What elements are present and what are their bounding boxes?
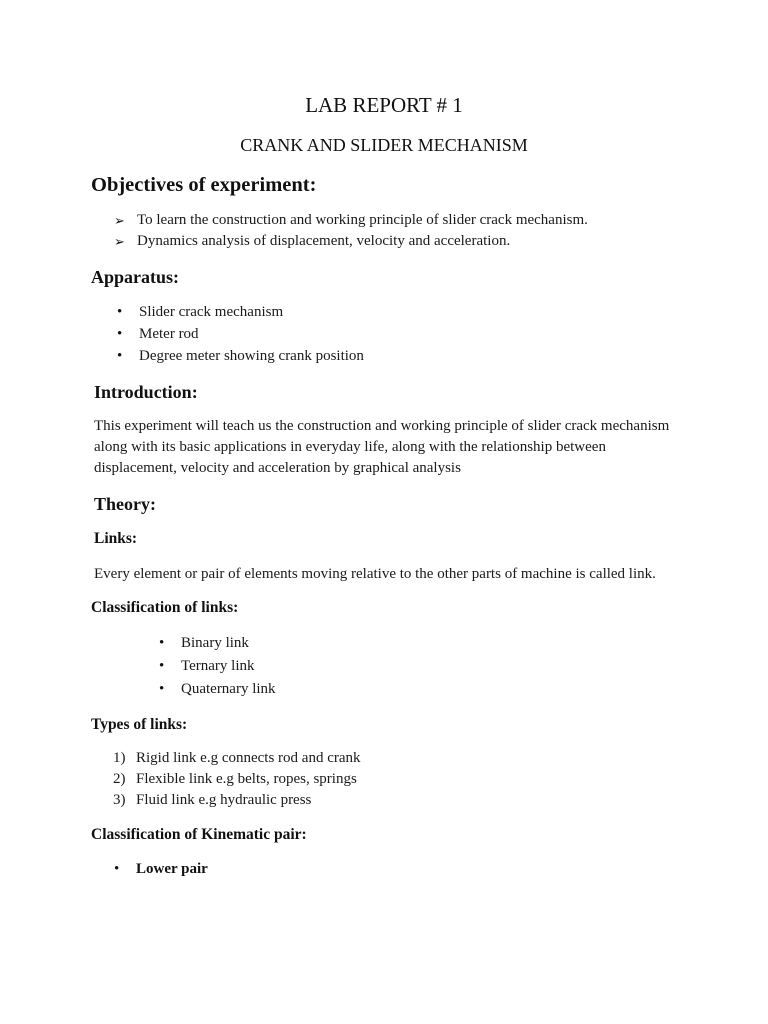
bullet-icon: • [117, 304, 123, 320]
objective-item: To learn the construction and working principle of slider crack mechanism. [137, 212, 588, 228]
page-subtitle: CRANK AND SLIDER MECHANISM [240, 135, 528, 155]
bullet-icon: • [159, 681, 165, 697]
kinematic-heading: Classification of Kinematic pair: [91, 826, 307, 843]
bullet-icon: • [117, 348, 123, 364]
arrow-bullet-icon: ➢ [114, 234, 125, 249]
classification-item: Binary link [181, 635, 249, 651]
apparatus-heading: Apparatus: [91, 267, 180, 287]
kinematic-item: Lower pair [136, 861, 208, 877]
classification-item: Ternary link [181, 658, 255, 674]
arrow-bullet-icon: ➢ [114, 213, 125, 228]
theory-heading: Theory: [94, 494, 156, 514]
bullet-icon: • [159, 635, 165, 651]
bullet-icon: • [159, 658, 165, 674]
apparatus-item: Meter rod [139, 326, 199, 342]
types-item-number: 3) [113, 792, 126, 808]
types-heading: Types of links: [91, 716, 188, 733]
types-item: Flexible link e.g belts, ropes, springs [136, 771, 357, 787]
apparatus-item: Slider crack mechanism [139, 304, 284, 320]
apparatus-item: Degree meter showing crank position [139, 348, 364, 364]
types-item-number: 1) [113, 750, 126, 766]
classification-heading: Classification of links: [91, 599, 239, 616]
page-title: LAB REPORT # 1 [305, 93, 463, 117]
objective-item: Dynamics analysis of displacement, velocity and acceleration. [137, 233, 511, 249]
objectives-heading: Objectives of experiment: [91, 174, 317, 196]
classification-item: Quaternary link [181, 681, 276, 697]
types-item-number: 2) [113, 771, 126, 787]
types-item: Fluid link e.g hydraulic press [136, 792, 312, 808]
introduction-line: displacement, velocity and acceleration by graphical analysis [94, 460, 461, 476]
links-definition: Every element or pair of elements moving relative to the other parts of machine is called link. [94, 566, 656, 582]
types-item: Rigid link e.g connects rod and crank [136, 750, 361, 766]
introduction-heading: Introduction: [94, 382, 198, 402]
introduction-line: This experiment will teach us the construction and working principle of slider crack mechanism [94, 418, 670, 434]
links-heading: Links: [94, 530, 138, 547]
bullet-icon: • [114, 861, 120, 877]
introduction-line: along with its basic applications in everyday life, along with the relationship between [94, 439, 606, 455]
bullet-icon: • [117, 326, 123, 342]
